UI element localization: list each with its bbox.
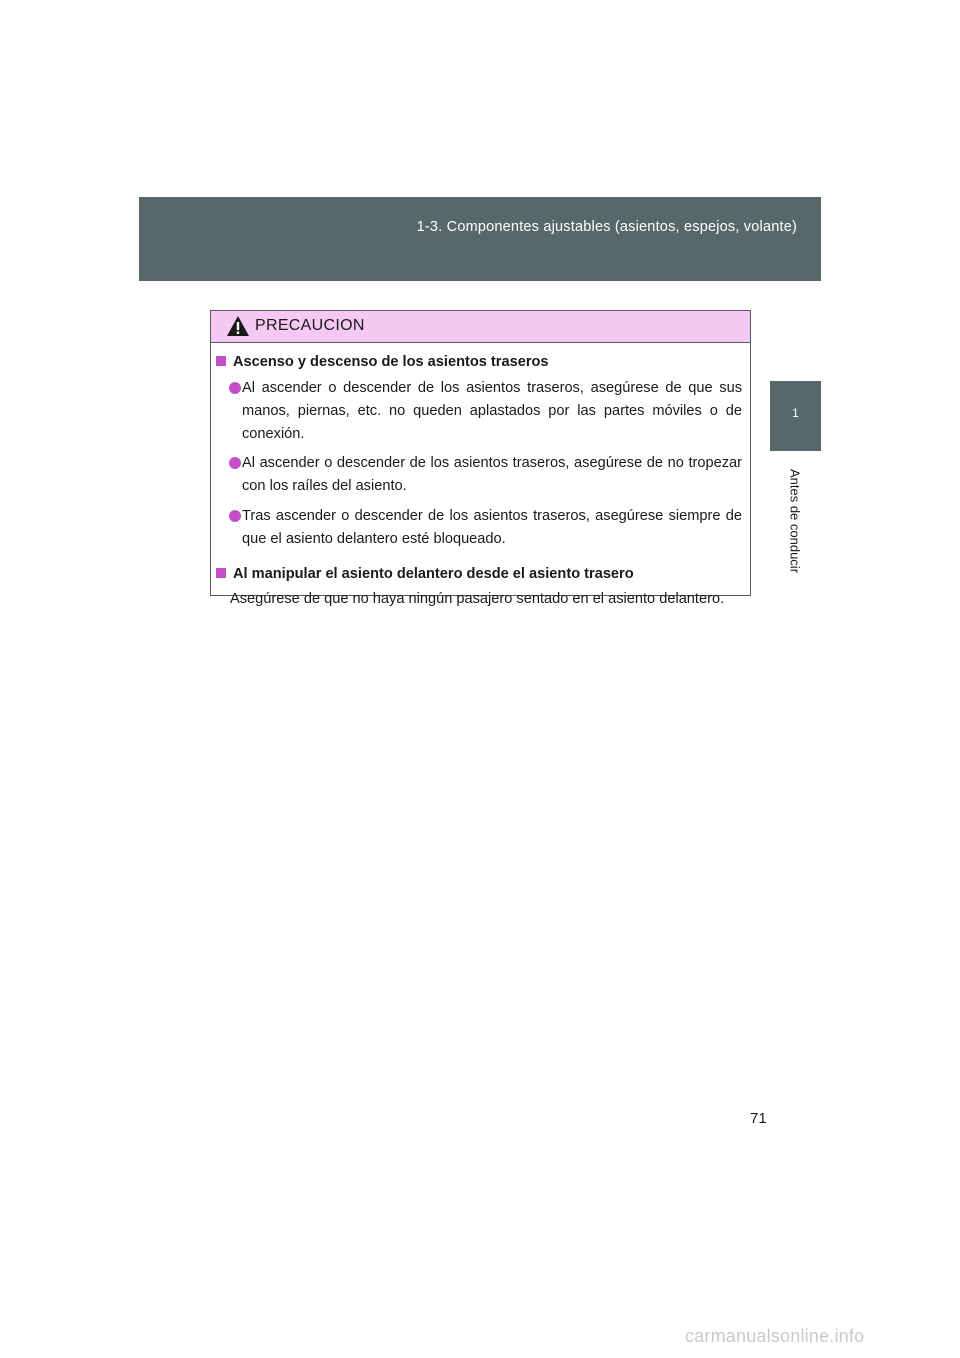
list-item (229, 377, 742, 446)
square-bullet-icon (216, 568, 226, 578)
chapter-tab (770, 381, 821, 451)
chapter-label-container (783, 458, 807, 584)
section-heading (216, 566, 634, 582)
bullet-dot-icon (229, 382, 241, 394)
page-number: 71 (750, 1110, 767, 1127)
square-bullet-icon (216, 356, 226, 366)
caution-title: PRECAUCION (255, 317, 365, 334)
caution-box (210, 310, 751, 607)
section-text: Asegúrese de que no haya ningún pasajero sentado en el asiento delantero. (230, 591, 725, 607)
list-item (229, 452, 742, 498)
list-item (229, 505, 742, 551)
bullet-dot-icon (229, 457, 241, 469)
section-header-band (139, 197, 821, 281)
warning-triangle-icon (226, 315, 250, 337)
section-heading (216, 354, 549, 370)
section-heading-text: Al manipular el asiento delantero desde el asiento trasero (233, 566, 634, 582)
section-title: 1-3. Componentes ajustables (asientos, espejos, volante) (416, 219, 797, 235)
caution-header (211, 311, 750, 343)
list-item-text: Tras ascender o descender de los asientos traseros, asegúrese siempre de que el asiento delantero esté bloqueado. (242, 508, 742, 547)
chapter-number: 1 (792, 406, 799, 420)
watermark: carmanualsonline.info (685, 1326, 865, 1346)
list-item-text: Al ascender o descender de los asientos traseros, asegúrese de que sus manos, piernas, etc. no queden aplastados por las partes móviles o de conexión. (242, 380, 742, 442)
section-heading-text: Ascenso y descenso de los asientos traseros (233, 354, 549, 370)
chapter-label: Antes de conducir (787, 468, 803, 574)
bullet-dot-icon (229, 510, 241, 522)
list-item-text: Al ascender o descender de los asientos traseros, asegúrese de no tropezar con los raíles del asiento. (242, 455, 742, 494)
